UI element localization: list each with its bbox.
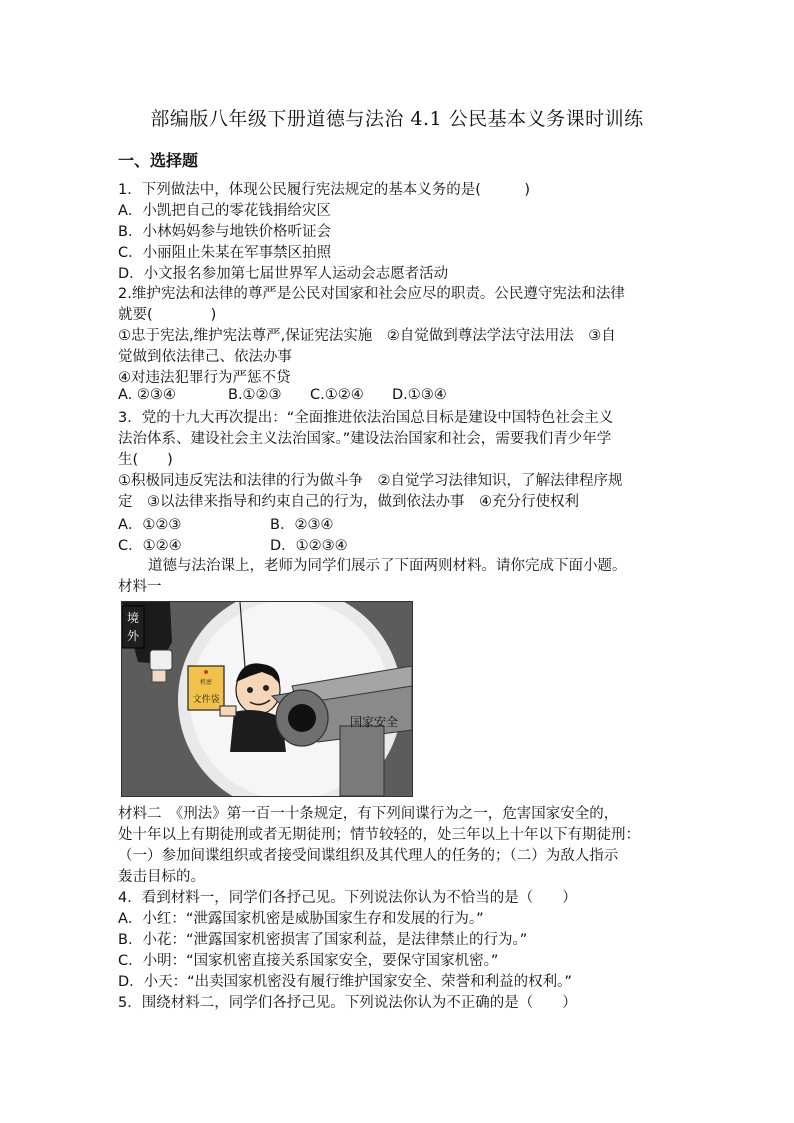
sign-char-2: 外	[126, 629, 140, 643]
q2-item-line1: ①忠于宪法,维护宪法尊严,保证宪法实施 ②自觉做到尊法学法守法用法 ③自	[118, 328, 616, 344]
q2-item-line3: ④对违法犯罪行为严惩不贷	[118, 370, 291, 386]
section-heading: 一、选择题	[118, 151, 199, 170]
page-title: 部编版八年级下册道德与法治 4.1 公民基本义务课时训练	[150, 108, 644, 130]
q2-option-d: D.①③④	[392, 387, 447, 403]
q3-options-row2	[118, 534, 348, 555]
q2-options	[118, 387, 447, 403]
sign-char-1: 境	[126, 611, 140, 625]
q4-stem: 4．看到材料一，同学们各抒己见。下列说法你认为不恰当的是（ ）	[118, 890, 577, 906]
gun-label: 国家安全	[350, 715, 399, 729]
envelope-stamp: 机密	[199, 679, 213, 686]
material-one-label: 材料一	[118, 579, 162, 595]
q3-stem-line2: 法治体系、建设社会主义法治国家。”建设法治国家和社会，需要我们青少年学	[118, 431, 612, 447]
q3-item-line1: ①积极同违反宪法和法律的行为做斗争 ②自觉学习法律知识，了解法律程序规	[118, 473, 623, 489]
material-two-line3: （一）参加间谍组织或者接受间谍组织及其代理人的任务的；（二）为敌人指示	[118, 848, 619, 864]
q1-option-b: B．小林妈妈参与地铁价格听证会	[118, 224, 331, 240]
q1-option-d: D．小文报名参加第七届世界军人运动会志愿者活动	[118, 266, 449, 282]
q1-option-c: C．小丽阻止朱某在军事禁区拍照	[118, 245, 332, 261]
q3-stem-line1: 3．党的十九大再次提出：“全面推进依法治国总目标是建设中国特色社会主义	[118, 410, 614, 426]
material-intro: 道德与法治课上，老师为同学们展示了下面两则材料。请你完成下面小题。	[148, 558, 627, 574]
envelope-label: 文件袋	[192, 695, 220, 705]
q4-option-b: B．小花：“泄露国家机密损害了国家利益，是法律禁止的行为。”	[118, 932, 528, 948]
q3-option-a: A．①②③	[118, 517, 182, 533]
q4-option-c: C．小明：“国家机密直接关系国家安全，要保守国家机密。”	[118, 953, 499, 969]
q2-stem-line1: 2.维护宪法和法律的尊严是公民对国家和社会应尽的职责。公民遵守宪法和法律	[118, 286, 625, 302]
q3-item-line2: 定 ③以法律来指导和约束自己的行为，做到依法办事 ④充分行使权利	[118, 494, 579, 510]
q2-option-b: B.①②③	[228, 387, 282, 403]
material-one-cartoon	[121, 601, 413, 797]
material-two-line2: 处十年以上有期徒刑或者无期徒刑；情节较轻的，处三年以上十年以下有期徒刑：	[118, 827, 640, 843]
q2-stem-line2: 就要( )	[118, 307, 217, 323]
q3-option-b: B．②③④	[270, 517, 334, 533]
q3-option-d: D．①②③④	[270, 538, 348, 554]
q3-stem-line3: 生( )	[118, 452, 173, 468]
q2-item-line2: 觉做到依法律己、依法办事	[118, 349, 292, 365]
material-two-line1: 材料二 《刑法》第一百一十条规定，有下列间谍行为之一，危害国家安全的，	[118, 806, 619, 822]
q4-option-d: D．小天：“出卖国家机密没有履行维护国家安全、荣誉和利益的权利。”	[118, 974, 572, 990]
q3-option-c: C．①②④	[118, 538, 182, 554]
q4-option-a: A．小红：“泄露国家机密是威胁国家生存和发展的行为。”	[118, 911, 484, 927]
q2-option-c: C.①②④	[310, 387, 364, 403]
q1-stem: 1．下列做法中，体现公民履行宪法规定的基本义务的是( )	[118, 182, 531, 198]
spy-cartoon-illustration	[122, 602, 412, 796]
q5-stem: 5．围绕材料二，同学们各抒己见。下列说法你认为不正确的是（ ）	[118, 995, 577, 1011]
q3-options-row1	[118, 513, 333, 534]
material-two-line4: 轰击目标的。	[118, 869, 205, 885]
q2-option-a: A. ②③④	[118, 387, 176, 403]
q1-option-a: A．小凯把自己的零花钱捐给灾区	[118, 203, 331, 219]
